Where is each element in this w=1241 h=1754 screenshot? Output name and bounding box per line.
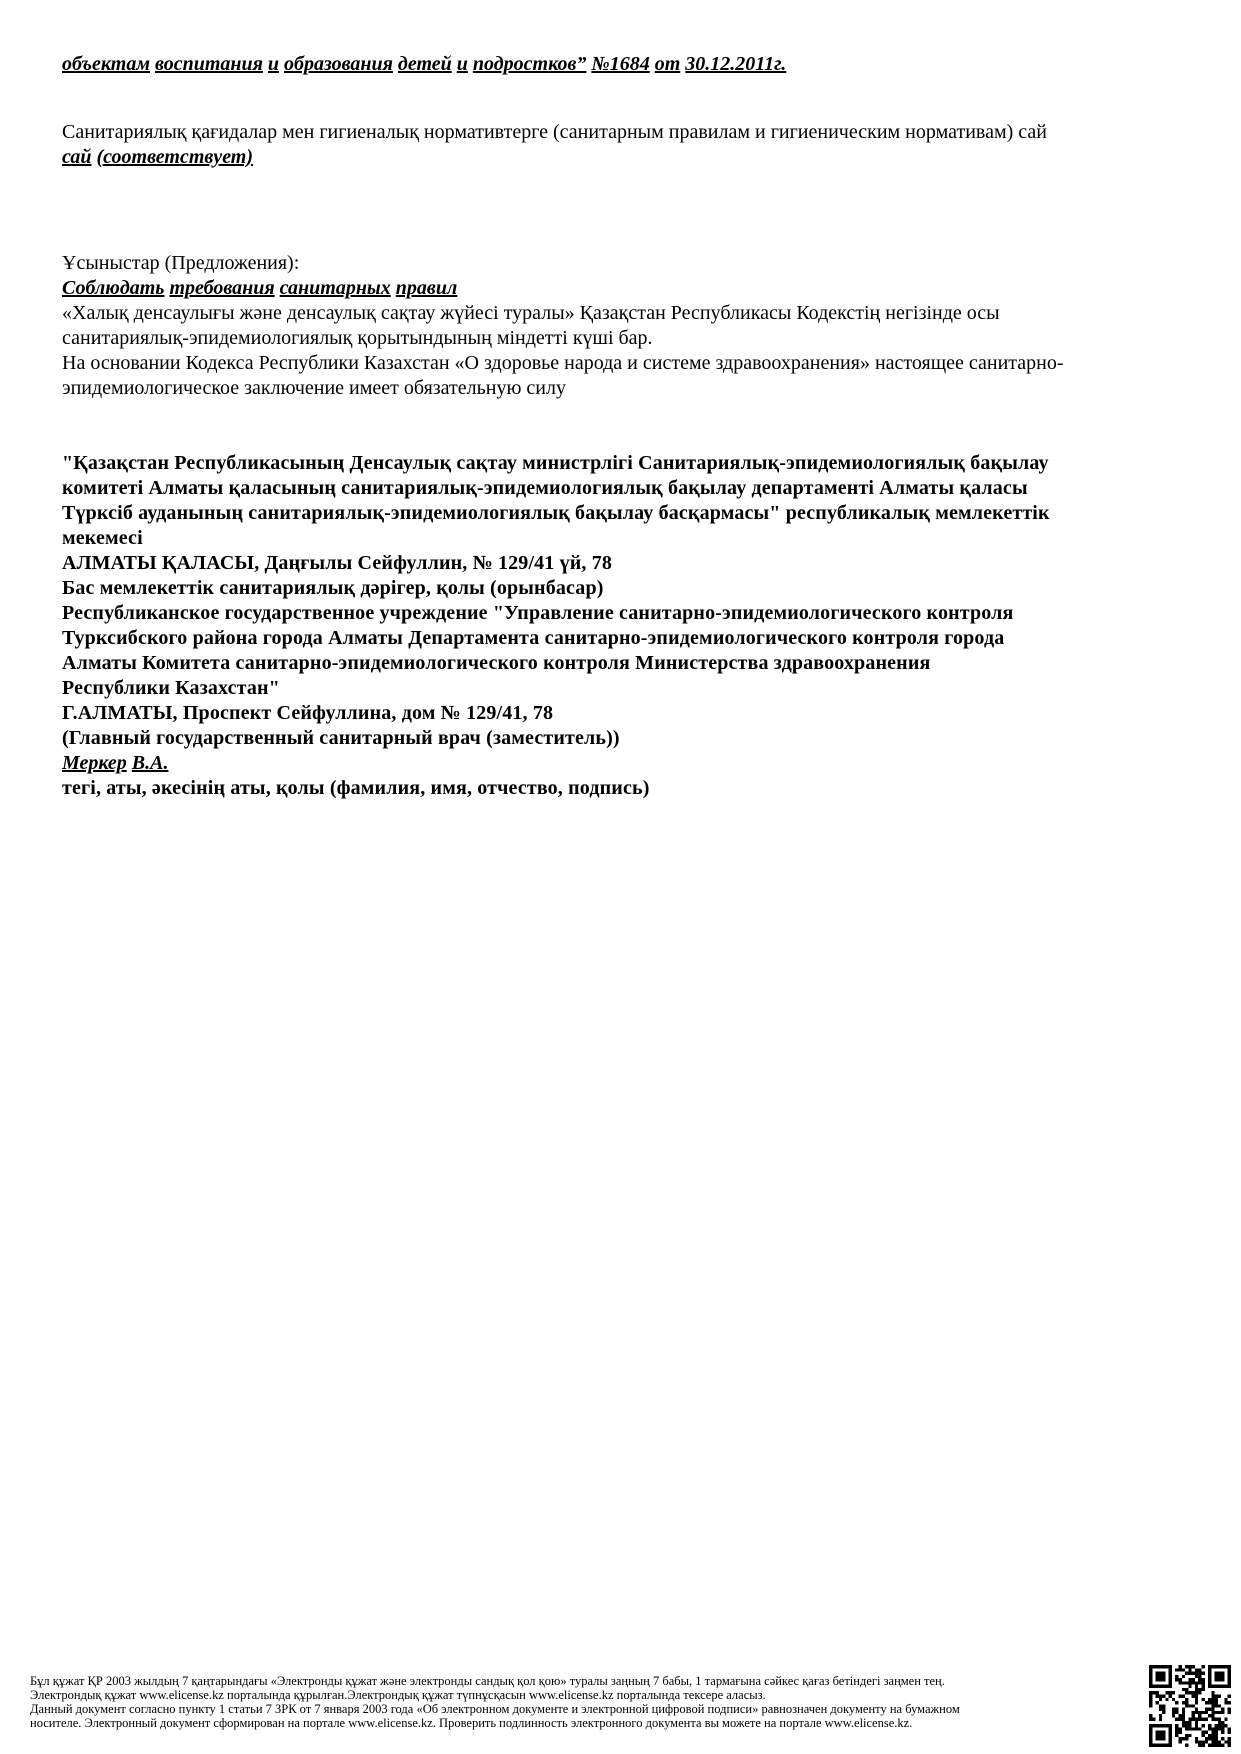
compliance-value xyxy=(62,145,1182,170)
underlined-word: и xyxy=(456,53,468,75)
underlined-word: и xyxy=(267,53,280,75)
underlined-word: Меркер xyxy=(62,752,127,774)
qr-code-icon xyxy=(1149,1665,1231,1747)
authority-name-ru-line: Турксибского района города Алматы Департамента санитарно-эпидемиологического контроля города xyxy=(62,627,1005,649)
underlined-word: требования xyxy=(169,277,275,299)
legal-basis-ru-line: эпидемиологическое заключение имеет обязательную силу xyxy=(62,377,566,399)
footer-line: Бұл құжат ҚР 2003 жылдың 7 қаңтарындағы «Электронды құжат және электронды сандық қол қою» туралы заңның 7 бабы, 1 тармағына сәйкес қағаз бетіндегі заңмен тең. xyxy=(30,1674,945,1688)
underlined-word: подростков” xyxy=(472,53,587,75)
underlined-word: детей xyxy=(397,53,452,75)
authority-name-ru-line: Республики Казахстан" xyxy=(62,677,280,699)
authority-name-ru-line: Алматы Комитета санитарно-эпидемиологического контроля Министерства здравоохранения xyxy=(62,652,931,674)
underlined-word: сай xyxy=(62,146,92,168)
underlined-word: образования xyxy=(284,53,393,75)
underlined-word: Соблюдать xyxy=(62,277,165,299)
legal-basis-kz-line: «Халық денсаулығы және денсаулық сақтау жүйесі туралы» Қазақстан Республикасы Кодекстің негізінде осы xyxy=(62,302,1000,324)
proposals-value xyxy=(62,276,1182,301)
underlined-word: В.А. xyxy=(131,752,169,774)
underlined-word: от xyxy=(654,53,681,75)
footer-line: Данный документ согласно пункту 1 статьи 7 ЗРК от 7 января 2003 года «Об электронном документе и электронной цифровой подписи» равнозначен документу на бумажном xyxy=(30,1702,960,1716)
underlined-word: воспитания xyxy=(155,53,263,75)
legal-footer xyxy=(30,1674,1130,1730)
authority-name-kz-line: "Қазақстан Республикасының Денсаулық сақтау министрлігі Санитариялық-эпидемиологиялық бақылау xyxy=(62,452,1049,474)
authority-name-kz-line: комитеті Алматы қаласының санитариялық-эпидемиологиялық бақылау департаменті Алматы қаласы xyxy=(62,477,1028,499)
footer-line: Электрондық құжат www.elicense.kz порталында құрылған.Электрондық құжат түпнұсқасын www.elicense.kz порталында тексере аласыз. xyxy=(30,1688,766,1702)
underlined-word: санитарных xyxy=(279,277,391,299)
document-body xyxy=(62,52,1182,801)
regulation-title-line xyxy=(62,52,1182,77)
underlined-word: правил xyxy=(395,277,458,299)
underlined-word: объектам xyxy=(62,53,151,75)
authority-position-ru: (Главный государственный санитарный врач (заместитель)) xyxy=(62,727,620,749)
authority-address-kz: АЛМАТЫ ҚАЛАСЫ, Даңғылы Сейфуллин, № 129/41 үй, 78 xyxy=(62,552,613,574)
footer-line: носителе. Электронный документ сформирован на портале www.elicense.kz. Проверить подлинность электронного документа вы можете на портале www.elicense.kz. xyxy=(30,1716,913,1730)
authority-name-kz-line: мекемесі xyxy=(62,527,143,549)
signer-name xyxy=(62,751,1182,776)
underlined-word: №1684 xyxy=(591,53,650,75)
proposals-heading: Ұсыныстар (Предложения): xyxy=(62,252,300,274)
authority-name-ru-line: Республиканское государственное учреждение "Управление санитарно-эпидемиологического контроля xyxy=(62,602,1014,624)
underlined-word: (соответствует) xyxy=(96,146,254,168)
legal-basis-kz-line: санитариялық-эпидемиологиялық қорытындының міндетті күші бар. xyxy=(62,327,653,349)
authority-position-kz: Бас мемлекеттік санитариялық дәрігер, қолы (орынбасар) xyxy=(62,577,604,599)
legal-basis-ru-line: На основании Кодекса Республики Казахстан «О здоровье народа и системе здравоохранения» настоящее санитарно- xyxy=(62,352,1064,374)
underlined-word: 30.12.2011г. xyxy=(685,53,787,75)
signer-caption: тегі, аты, әкесінің аты, қолы (фамилия, имя, отчество, подпись) xyxy=(62,777,650,799)
authority-name-kz-line: Түрксіб ауданының санитариялық-эпидемиологиялық бақылау басқармасы" республикалық мемлекеттік xyxy=(62,502,1050,524)
authority-address-ru: Г.АЛМАТЫ, Проспект Сейфуллина, дом № 129/41, 78 xyxy=(62,702,554,724)
compliance-label: Санитариялық қағидалар мен гигиеналық нормативтерге (санитарным правилам и гигиеническим нормативам) сай xyxy=(62,121,1047,143)
